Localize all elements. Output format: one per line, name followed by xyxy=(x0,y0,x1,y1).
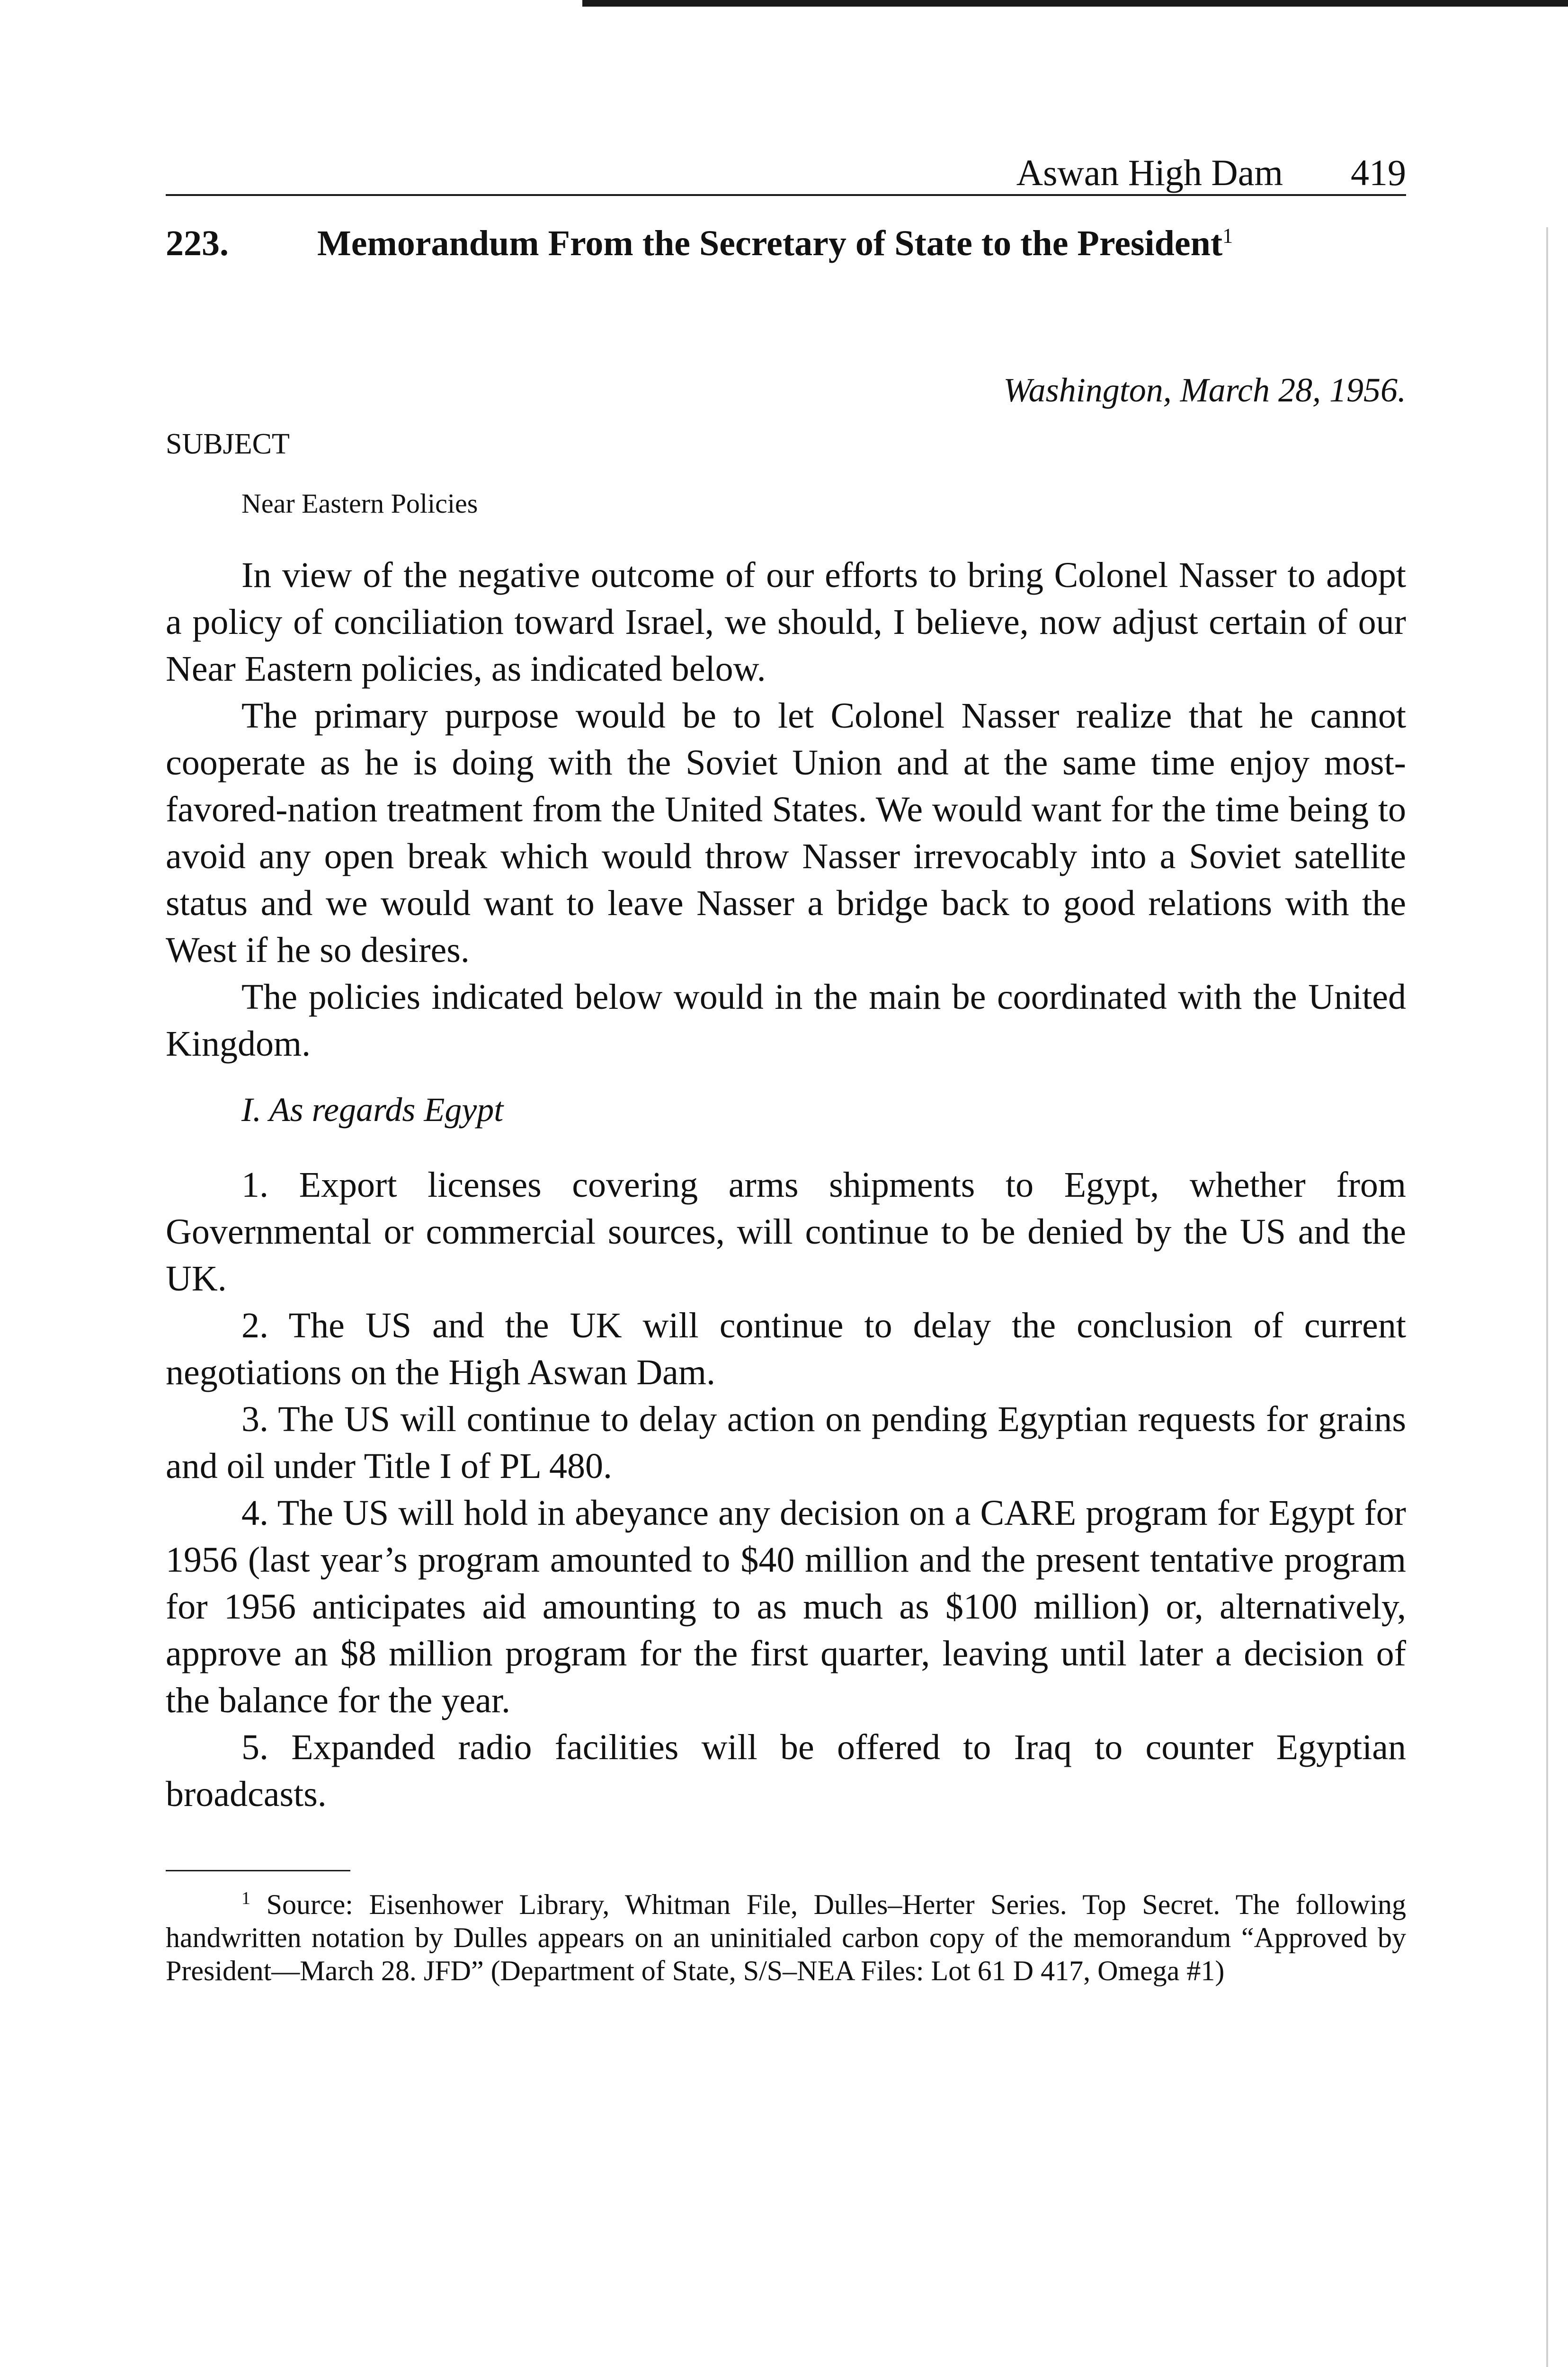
document-title-block xyxy=(317,224,1240,263)
paragraph-2: The primary purpose would be to let Colonel Nasser realize that he cannot cooperate as he is doing with the Soviet Union and at the same time enjoy most-favored-nation treatment from the United States. We would want for the time being to avoid any open break which would throw Nasser irrevocably into a Soviet satellite status and we would want to leave Nasser a bridge back to good relations with the West if he so desires. xyxy=(166,695,1406,970)
list-item-5: 5. Expanded radio facilities will be offered to Iraq to counter Egyptian broadcasts. xyxy=(166,1727,1406,1814)
list-item-1: 1. Export licenses covering arms shipments to Egypt, whether from Governmental or commercial sources, will continue to be denied by the US and the UK. xyxy=(166,1165,1406,1299)
footnote-divider xyxy=(166,1870,350,1871)
subject-value: Near Eastern Policies xyxy=(241,488,478,519)
section-heading: I. As regards Egypt xyxy=(241,1090,504,1129)
paragraph-3: The policies indicated below would in the main be coordinated with the United Kingdom. xyxy=(166,977,1406,1064)
footnote-reference: 1 xyxy=(1222,224,1233,248)
document-heading xyxy=(166,224,1406,263)
list-item-4: 4. The US will hold in abeyance any decision on a CARE program for Egypt for 1956 (last year’s program amounted to $40 million and the present tentative program for 1956 anticipates aid amounting to as much as $100 million) or, alternatively, approve an $8 million program for the first quarter, leaving until later a decision of the balance for the year. xyxy=(166,1493,1406,1720)
dateline: Washington, March 28, 1956. xyxy=(1003,371,1406,409)
paragraph-1: In view of the negative outcome of our efforts to bring Colonel Nasser to adopt a policy of conciliation toward Israel, we should, I believe, now adjust certain of our Near Eastern policies, as indicated below. xyxy=(166,555,1406,689)
section-items xyxy=(166,1162,1406,1818)
footnote xyxy=(166,1882,1406,1987)
scan-top-edge xyxy=(582,0,1568,7)
body-text xyxy=(166,552,1406,1068)
running-head xyxy=(166,137,1406,196)
document-number: 223. xyxy=(166,223,229,263)
document-page xyxy=(166,137,1406,1987)
footnote-text: Source: Eisenhower Library, Whitman File, Dulles–Herter Series. Top Secret. The following handwritten notation by Dulles appears on an uninitialed carbon copy of the memorandum “Approved by President—March 28. JFD” (Department of State, S/S–NEA Files: Lot 61 D 417, Omega #1) xyxy=(166,1888,1406,1986)
document-title: Memorandum From the Secretary of State to the President xyxy=(317,223,1223,263)
footnote-marker: 1 xyxy=(241,1888,250,1908)
page-number: 419 xyxy=(1351,152,1406,193)
scan-right-edge xyxy=(1546,227,1548,2367)
list-item-2: 2. The US and the UK will continue to delay the conclusion of current negotiations on the High Aswan Dam. xyxy=(166,1305,1406,1392)
running-head-title: Aswan High Dam xyxy=(1016,152,1283,193)
subject-label: SUBJECT xyxy=(166,427,290,460)
list-item-3: 3. The US will continue to delay action on pending Egyptian requests for grains and oil under Title I of PL 480. xyxy=(166,1399,1406,1486)
